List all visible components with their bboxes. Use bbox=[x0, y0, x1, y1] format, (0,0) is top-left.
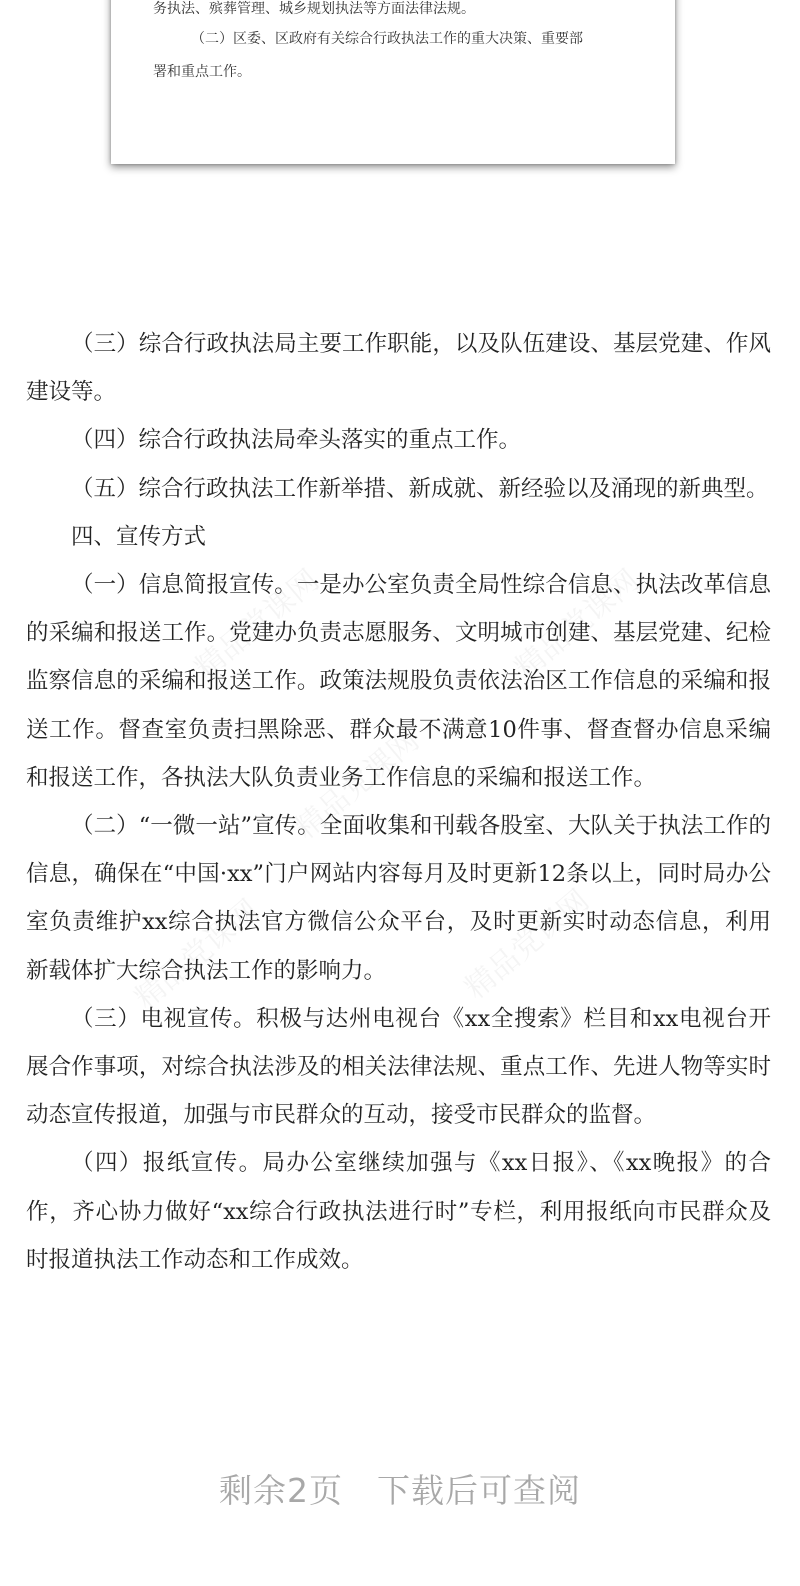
remaining-pages-label: 剩余2页 bbox=[219, 1471, 343, 1510]
preview-page-card bbox=[111, 0, 675, 164]
paragraph-newspaper-publicity: （四）报纸宣传。局办公室继续加强与《xx日报》、《xx晚报》的合作，齐心协力做好“xx综合行政执法进行时”专栏，利用报纸向市民群众及时报道执法工作动态和工作成效。 bbox=[26, 1150, 771, 1273]
download-to-read-more-button[interactable] bbox=[0, 1465, 800, 1512]
preview-line-2: （二）区委、区政府有关综合行政执法工作的重大决策、重要部 bbox=[191, 31, 583, 47]
paragraph-tv-publicity: （三）电视宣传。积极与达州电视台《xx全搜索》栏目和xx电视台开展合作事项，对综合执法涉及的相关法律法规、重点工作、先进人物等实时动态宣传报道，加强与市民群众的互动，接受市民群众的监督。 bbox=[26, 1005, 771, 1129]
section-heading-publicity-methods: 四、宣传方式 bbox=[71, 523, 207, 550]
preview-line-3: 署和重点工作。 bbox=[153, 64, 251, 80]
download-prompt-label: 下载后可查阅 bbox=[377, 1471, 581, 1510]
paragraph-new-measures: （五）综合行政执法工作新举措、新成就、新经验以及涌现的新典型。 bbox=[71, 475, 769, 502]
paragraph-info-briefing: （一）信息简报宣传。一是办公室负责全局性综合信息、执法改革信息的采编和报送工作。党建办负责志愿服务、文明城市创建、基层党建、纪检监察信息的采编和报送工作。政策法规股负责依法治区工作信息的采编和报送工作。督查室负责扫黑除恶、群众最不满意10件事、督查督办信息采编和报送工作，各执法大队负责业务工作信息的采编和报送工作。 bbox=[26, 572, 771, 791]
paragraph-functions: （三）综合行政执法局主要工作职能，以及队伍建设、基层党建、作风建设等。 bbox=[26, 331, 771, 406]
paragraph-key-work: （四）综合行政执法局牵头落实的重点工作。 bbox=[71, 427, 522, 454]
paragraph-micro-site: （二）“一微一站”宣传。全面收集和刊载各股室、大队关于执法工作的信息，确保在“中国·xx”门户网站内容每月及时更新12条以上，同时局办公室负责维护xx综合执法官方微信公众平台，及时更新实时动态信息，利用新载体扩大综合执法工作的影响力。 bbox=[26, 813, 771, 984]
document-body bbox=[26, 320, 771, 1284]
preview-line-1: 务执法、殡葬管理、城乡规划执法等方面法律法规。 bbox=[153, 1, 475, 17]
